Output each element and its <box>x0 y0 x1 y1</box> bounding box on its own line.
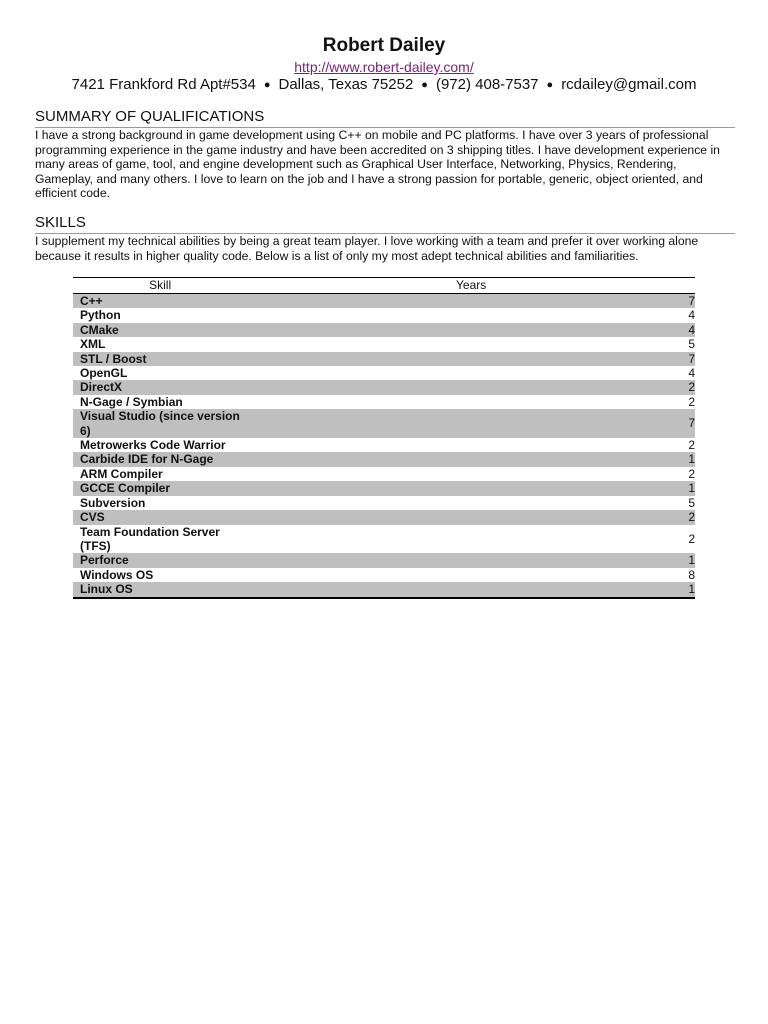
skill-name-cell: OpenGL <box>80 366 128 381</box>
table-row <box>73 452 695 466</box>
skill-years-cell: 5 <box>688 337 695 352</box>
skill-years-cell: 7 <box>247 409 695 438</box>
column-header-years: Years <box>247 278 695 294</box>
table-row <box>73 467 695 481</box>
skill-name-cell: N-Gage / Symbian <box>80 394 183 409</box>
skill-name-cell: DirectX <box>73 380 247 394</box>
skill-years-cell: 2 <box>247 380 695 394</box>
skills-table-header <box>73 278 695 294</box>
skill-name-cell: STL / Boost <box>73 352 247 366</box>
contact-address: 7421 Frankford Rd Apt#534 <box>71 76 256 93</box>
skill-name-cell: CVS <box>73 510 247 524</box>
website-line <box>0 58 768 76</box>
skill-name-cell: XML <box>80 337 106 352</box>
skill-years-cell: 8 <box>688 567 695 582</box>
skill-years-cell: 7 <box>247 352 695 366</box>
skill-name-cell: Windows OS <box>80 567 154 582</box>
skill-years-cell: 7 <box>247 294 695 309</box>
skill-years-cell: 4 <box>688 308 695 323</box>
contact-line <box>0 75 768 95</box>
skill-years-cell: 1 <box>247 582 695 597</box>
skills-text: I supplement my technical abilities by being a great team player. I love working with a team and prefer it over working alone because it results in higher quality code. Below is a list of only my most adept technical abilities and familiarities. <box>35 234 699 263</box>
column-header-skill: Skill <box>73 278 247 294</box>
skill-name-cell: GCCE Compiler <box>73 481 247 495</box>
contact-city: Dallas, Texas 75252 <box>278 76 414 93</box>
skill-years-cell: 2 <box>688 394 695 409</box>
skill-years-cell: 2 <box>688 466 695 481</box>
bullet-separator: ● <box>421 79 428 91</box>
summary-text: I have a strong background in game development using C++ on mobile and PC platforms. I have over 3 years of professional programming experience in the game industry and have been accredited on 3 shipping titles. I have development experience in many areas of game, tool, and engine development such as Graphical User Interface, Networking, Physics, Rendering, Gameplay, and many others. I love to learn on the job and I have a strong passion for portable, generic, object oriented, and efficient code. <box>35 128 720 200</box>
table-row <box>73 582 695 597</box>
skill-years-cell: 2 <box>247 510 695 524</box>
resume-name: Robert Dailey <box>322 35 446 56</box>
skill-years-cell: 4 <box>247 323 695 337</box>
skill-name-cell: C++ <box>73 294 247 309</box>
table-row <box>73 308 695 322</box>
table-row <box>73 409 695 438</box>
table-row <box>73 496 695 510</box>
skill-years-cell: 1 <box>247 452 695 466</box>
table-row <box>73 568 695 582</box>
skill-name-cell: Metrowerks Code Warrior <box>80 438 226 453</box>
skill-name-cell: Visual Studio (since version 6) <box>73 409 247 438</box>
table-row <box>73 438 695 452</box>
website-link[interactable]: http://www.robert-dailey.com/ <box>294 59 474 75</box>
skill-name-cell: Python <box>80 308 121 323</box>
bullet-separator: ● <box>546 79 554 91</box>
skills-table-body <box>73 294 695 598</box>
skill-years-cell: 5 <box>688 495 695 510</box>
table-row <box>73 481 695 495</box>
skill-name-cell: Linux OS <box>73 582 247 597</box>
skill-name-cell: Team Foundation Server (TFS) <box>80 524 220 553</box>
table-row <box>73 525 695 554</box>
skill-years-cell: 2 <box>688 531 695 546</box>
skills-heading: SKILLS <box>35 214 735 234</box>
table-row <box>73 395 695 409</box>
table-row <box>73 366 695 380</box>
table-row <box>73 510 695 524</box>
bullet-separator: ● <box>263 79 271 91</box>
table-row <box>73 323 695 337</box>
skill-name-cell: ARM Compiler <box>80 466 163 481</box>
table-row <box>73 294 695 309</box>
table-row <box>73 553 695 567</box>
table-row <box>73 352 695 366</box>
contact-phone: (972) 408-7537 <box>435 76 539 93</box>
summary-heading: SUMMARY OF QUALIFICATIONS <box>35 108 735 128</box>
skill-years-cell: 2 <box>688 438 695 453</box>
table-row <box>73 337 695 351</box>
skill-name-cell: CMake <box>73 323 247 337</box>
skill-name-cell: Subversion <box>80 495 146 510</box>
skill-years-cell: 1 <box>247 481 695 495</box>
skills-table <box>73 277 695 599</box>
skill-name-cell: Perforce <box>73 553 247 567</box>
skill-name-cell: Carbide IDE for N-Gage <box>73 452 247 466</box>
skill-years-cell: 1 <box>247 553 695 567</box>
contact-email: rcdailey@gmail.com <box>561 76 697 93</box>
table-row <box>73 380 695 394</box>
skill-years-cell: 4 <box>688 366 695 381</box>
